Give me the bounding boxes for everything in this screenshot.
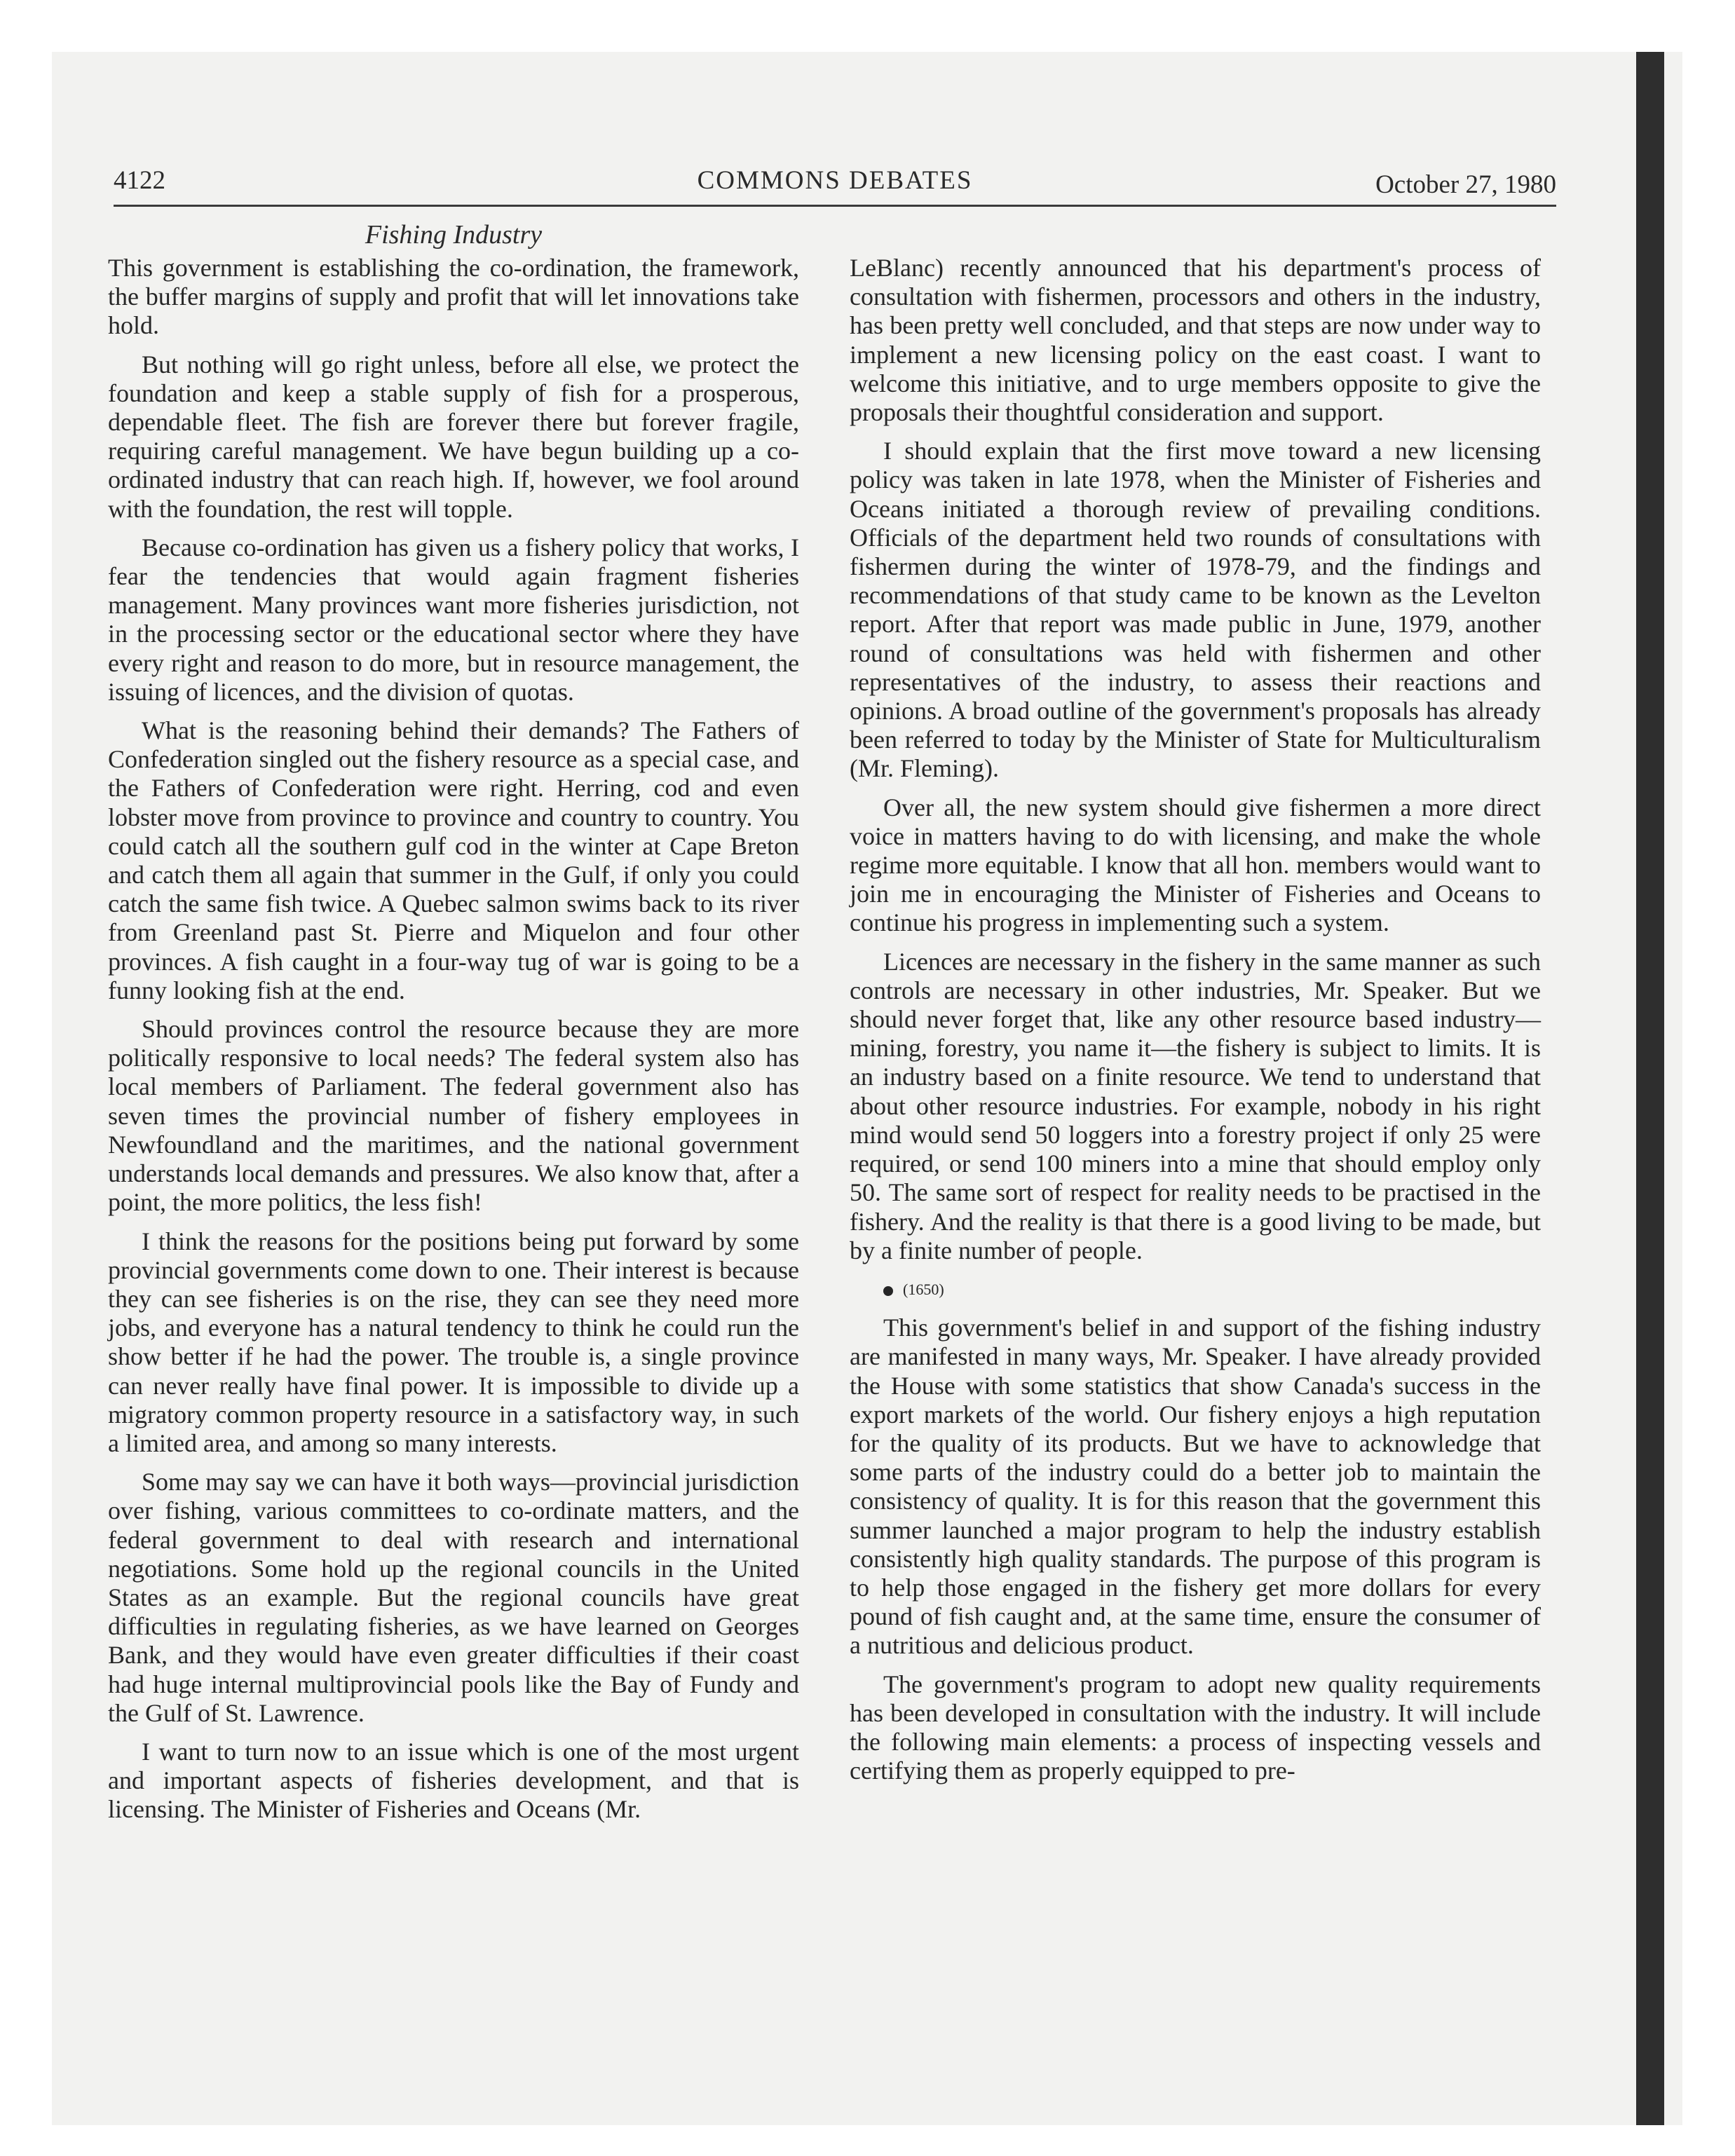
paragraph: LeBlanc) recently announced that his department's process of consultation with fishermen, processors and others in the industry, has been pretty well concluded, and that steps are now under way to implement a new licensing policy on the east coast. I want to welcome this initiative, and to urge members opposite to give the proposals their thoughtful consideration and support. — [850, 254, 1541, 427]
paragraph: This government is establishing the co-ordination, the framework, the buffer margins of supply and profit that will let innovations take hold. — [108, 254, 799, 340]
header-rule — [114, 205, 1556, 207]
left-column — [108, 254, 799, 1834]
paragraph: This government's belief in and support of the fishing industry are manifested in many ways, Mr. Speaker. I have already provided the House with some statistics that show Canada's success in the export markets of the world. Our fishery enjoys a high reputation for the quality of its products. But we have to acknowledge that some parts of the industry could do a better job to maintain the consistency of quality. It is for this reason that the government this summer launched a major program to help the industry establish consistently high quality standards. The purpose of this program is to help those engaged in the fishery get more dollars for every pound of fish caught and, at the same time, ensure the consumer of a nutritious and delicious product. — [850, 1314, 1541, 1660]
paragraph: What is the reasoning behind their demands? The Fathers of Confederation singled out the fishery resource as a special case, and the Fathers of Confederation were right. Herring, cod and even lobster move from province to province and country to country. You could catch all the southern gulf cod in the winter at Cape Breton and catch them all again that summer in the Gulf, if only you could catch the same fish twice. A Quebec salmon swims back to its river from Greenland past St. Pierre and Miquelon and four other provinces. A fish caught in a four-way tug of war is going to be a funny looking fish at the end. — [108, 716, 799, 1004]
paragraph: But nothing will go right unless, before all else, we protect the foundation and keep a stable supply of fish for a prosperous, dependable fleet. The fish are forever there but forever fragile, requiring careful management. We have begun building up a co-ordinated industry that can reach high. If, however, we fool around with the foundation, the rest will topple. — [108, 350, 799, 523]
page-header — [114, 165, 1556, 207]
publication-title: COMMONS DEBATES — [697, 166, 973, 195]
paragraph: Should provinces control the resource because they are more politically responsive to local needs? The federal system also has local members of Parliament. The federal government also has seven times the provincial number of fishery employees in Newfoundland and the maritimes, and the national government understands local demands and pressures. We also know that, after a point, the more politics, the less fish! — [108, 1015, 799, 1217]
paragraph: The government's program to adopt new quality requirements has been developed in consultation with the industry. It will include the following main elements: a process of inspecting vessels and certifying them as properly equipped to pre- — [850, 1670, 1541, 1785]
paragraph: Licences are necessary in the fishery in the same manner as such controls are necessary in other industries, Mr. Speaker. But we should never forget that, like any other resource based industry—mining, forestry, you name it—the fishery is subject to limits. It is an industry based on a finite resource. We tend to understand that about other resource industries. For example, nobody in his right mind would send 50 loggers into a forestry project if only 25 were required, or send 100 miners into a mine that should employ only 50. The same sort of respect for reality needs to be practised in the fishery. And the reality is that there is a good living to be made, but by a finite number of people. — [850, 947, 1541, 1264]
page-number: 4122 — [114, 166, 165, 195]
paragraph: I think the reasons for the positions being put forward by some provincial governments come down to one. Their interest is because they can see fisheries is on the rise, they can see they need more jobs, and everyone has a natural tendency to think he could run the show better if he had the power. The trouble is, a single province can never really have final power. It is impossible to divide up a migratory common property resource in a satisfactory way, in such a limited area, and among so many interests. — [108, 1227, 799, 1457]
paragraph: Over all, the new system should give fishermen a more direct voice in matters having to do with licensing, and make the whole regime more equitable. I know that all hon. members would want to join me in encouraging the Minister of Fisheries and Oceans to continue his progress in implementing such a system. — [850, 793, 1541, 937]
right-column — [850, 254, 1541, 1795]
paragraph: Because co-ordination has given us a fishery policy that works, I fear the tendencies that would again fragment fisheries management. Many provinces want more fisheries jurisdiction, not in the processing sector or the educational sector where they have every right and reason to do more, but in resource management, the issuing of licences, and the division of quotas. — [108, 533, 799, 706]
section-heading: Fishing Industry — [365, 220, 543, 250]
time-marker — [850, 1275, 1541, 1304]
paragraph: I should explain that the first move toward a new licensing policy was taken in late 1978, when the Minister of Fisheries and Oceans initiated a thorough review of prevailing conditions. Officials of the department held two rounds of consultations with fishermen during the winter of 1978-79, and the findings and recommendations of that study came to be known as the Levelton report. After that report was made public in June, 1979, another round of consultations was held with fishermen and other representatives of the industry, to assess their reactions and opinions. A broad outline of the government's proposals has already been referred to today by the Minister of State for Multiculturalism (Mr. Fleming). — [850, 437, 1541, 783]
paragraph: Some may say we can have it both ways—provincial jurisdiction over fishing, various committees to co-ordinate matters, and the federal government to deal with research and international negotiations. Some hold up the regional councils in the United States as an example. But the regional councils have great difficulties in regulating fisheries, as we have learned on Georges Bank, and they would have even greater difficulties if their coast had huge internal multiprovincial pools like the Bay of Fundy and the Gulf of St. Lawrence. — [108, 1468, 799, 1727]
paragraph: I want to turn now to an issue which is one of the most urgent and important aspects of fisheries development, and that is licensing. The Minister of Fisheries and Oceans (Mr. — [108, 1737, 799, 1824]
bullet-dot-icon — [883, 1286, 893, 1296]
time-marker-label: (1650) — [903, 1280, 944, 1298]
page-date: October 27, 1980 — [1375, 170, 1556, 199]
scan-edge-bar — [1636, 52, 1664, 2125]
